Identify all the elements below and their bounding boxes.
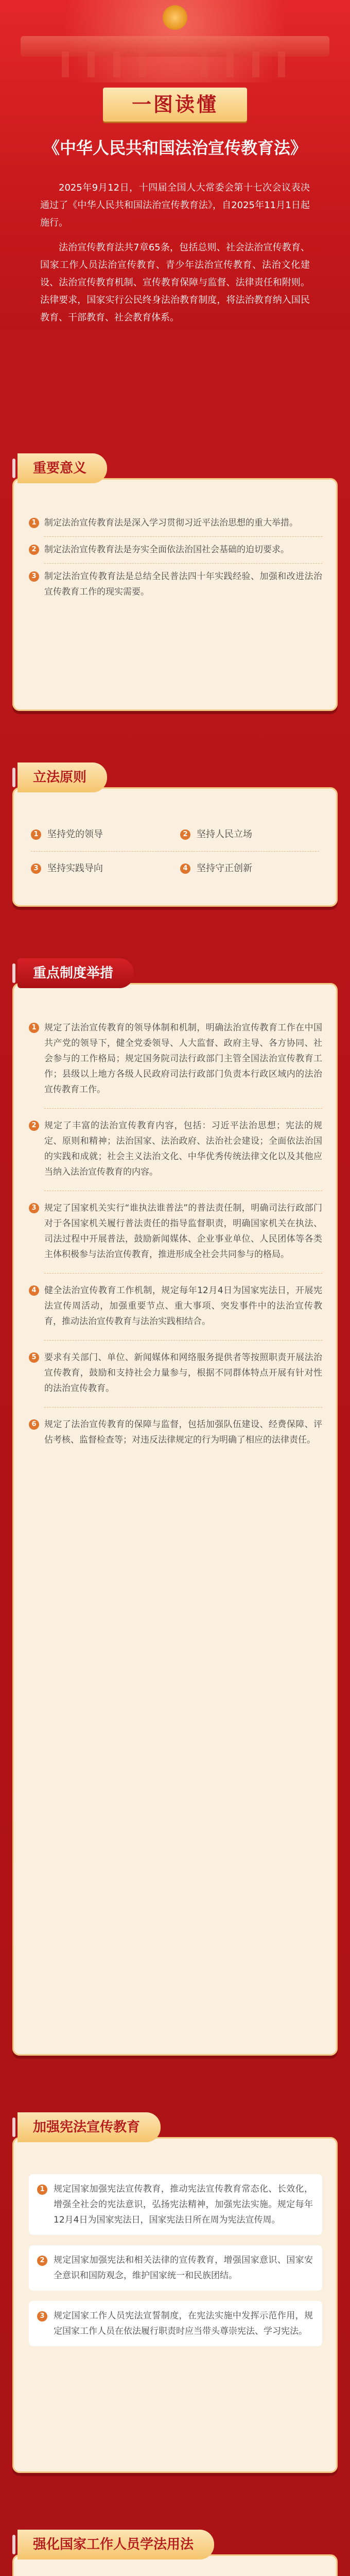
national-emblem-icon xyxy=(163,5,187,30)
section-officials xyxy=(0,2530,350,2576)
page-title: 《中华人民共和国法治宣传教育法》 xyxy=(43,138,307,158)
header xyxy=(0,0,350,330)
measures-list xyxy=(29,1020,322,1459)
list-item: 3 规定国家工作人员宪法宣誓制度，在宪法实施中发挥示范作用，规定国家工作人员在依法履行职责时应当带头尊崇宪法、学习宪法。 xyxy=(29,2301,322,2346)
constitution-list xyxy=(29,2174,322,2357)
list-item: 1 规定了法治宣传教育的领导体制和机制，明确法治宣传教育工作在中国共产党的领导下，健全党委领导、人大监督、政府主导、各方协同、社会参与的工作格局；规定国务院司法行政部门主管全国法治宣传教育工作；县级以上地方各级人民政府司法行政部门负责本行政区域内的法治宣传教育工作。 xyxy=(29,1020,322,1097)
section-title: 强化国家工作人员学法用法 xyxy=(18,2530,214,2560)
section-title: 重点制度举措 xyxy=(18,958,134,988)
intro-paragraph: 2025年9月12日，十四届全国人大常委会第十七次会议表决通过了《中华人民共和国法治宣传教育法》，自2025年11月1日起施行。 xyxy=(40,182,310,228)
list-item: 3 规定了国家机关实行“谁执法谁普法”的普法责任制，明确司法行政部门对于各国家机关履行普法责任的指导监督职责，明确国家机关在执法、司法过程中开展普法，鼓励新闻媒体、企业事业单位、人民团体等各类主体积极参与法治宣传教育，推进形成全社会共同参与的格局。 xyxy=(29,1200,322,1262)
principle-item: 2 坚持人民立场 xyxy=(180,824,314,845)
title-banner xyxy=(103,88,247,122)
list-item: 5 要求有关部门、单位、新闻媒体和网络服务提供者等按照职责开展法治宣传教育，鼓励和支持社会力量参与，根据不同群体特点开展有针对性的法治宣传教育。 xyxy=(29,1350,322,1396)
section-principles xyxy=(0,762,350,907)
list-item: 2 制定法治宣传教育法是夯实全面依法治国社会基础的迫切要求。 xyxy=(29,542,322,557)
intro-paragraph: 法治宣传教育法共7章65条，包括总则、社会法治宣传教育、国家工作人员法治宣传教育、青少年法治宣传教育、法治文化建设、法治宣传教育机制、宣传教育保障与监督、法律责任和附则。法律要求，国家实行公民终身法治教育制度，将法治教育纳入国民教育、干部教育、社会教育体系。 xyxy=(40,242,310,323)
section-title: 立法原则 xyxy=(18,762,107,792)
principles-grid xyxy=(31,824,319,881)
section-constitution xyxy=(0,2112,350,2473)
list-item: 4 健全法治宣传教育工作机制，规定每年12月4日为国家宪法日，开展宪法宣传周活动，加强重要节点、重大事项、突发事件中的法治宣传教育，推动法治宣传教育与法治实践相结合。 xyxy=(29,1283,322,1329)
section-measures xyxy=(0,958,350,2056)
list-item: 1 制定法治宣传教育法是深入学习贯彻习近平法治思想的重大举措。 xyxy=(29,515,322,531)
intro-text xyxy=(40,179,310,330)
list-item: 2 规定了丰富的法治宣传教育内容，包括：习近平法治思想；宪法的规定、原则和精神；法治国家、法治政府、法治社会建设；全面依法治国的实践和成就；社会主义法治文化、中华优秀传统法律文化以及其他应当纳入法治宣传教育的内容。 xyxy=(29,1118,322,1180)
principle-item: 3 坚持实践导向 xyxy=(31,858,165,879)
section-title: 重要意义 xyxy=(18,453,107,483)
principle-item: 4 坚持守正创新 xyxy=(180,858,314,879)
principle-item: 1 坚持党的领导 xyxy=(31,824,165,845)
section-title: 加强宪法宣传教育 xyxy=(18,2112,161,2142)
list-item: 3 制定法治宣传教育法是总结全民普法四十年实践经验、加强和改进法治宣传教育工作的现实需要。 xyxy=(29,569,322,600)
list-item: 1 规定国家加强宪法宣传教育，推动宪法宣传教育常态化、长效化，增强全社会的宪法意识，弘扬宪法精神，加强宪法实施。规定每年12月4日为国家宪法日，国家宪法日所在周为宪法宣传周。 xyxy=(29,2174,322,2235)
list-item: 6 规定了法治宣传教育的保障与监督，包括加强队伍建设、经费保障、评估考核、监督检查等；对违反法律规定的行为明确了相应的法律责任。 xyxy=(29,1417,322,1448)
significance-list xyxy=(29,515,322,611)
banner-text: 一图读懂 xyxy=(131,93,218,116)
section-significance xyxy=(0,453,350,711)
list-item: 2 规定国家加强宪法和相关法律的宣传教育，增强国家意识、国家安全意识和国防观念，维护国家统一和民族团结。 xyxy=(29,2245,322,2291)
